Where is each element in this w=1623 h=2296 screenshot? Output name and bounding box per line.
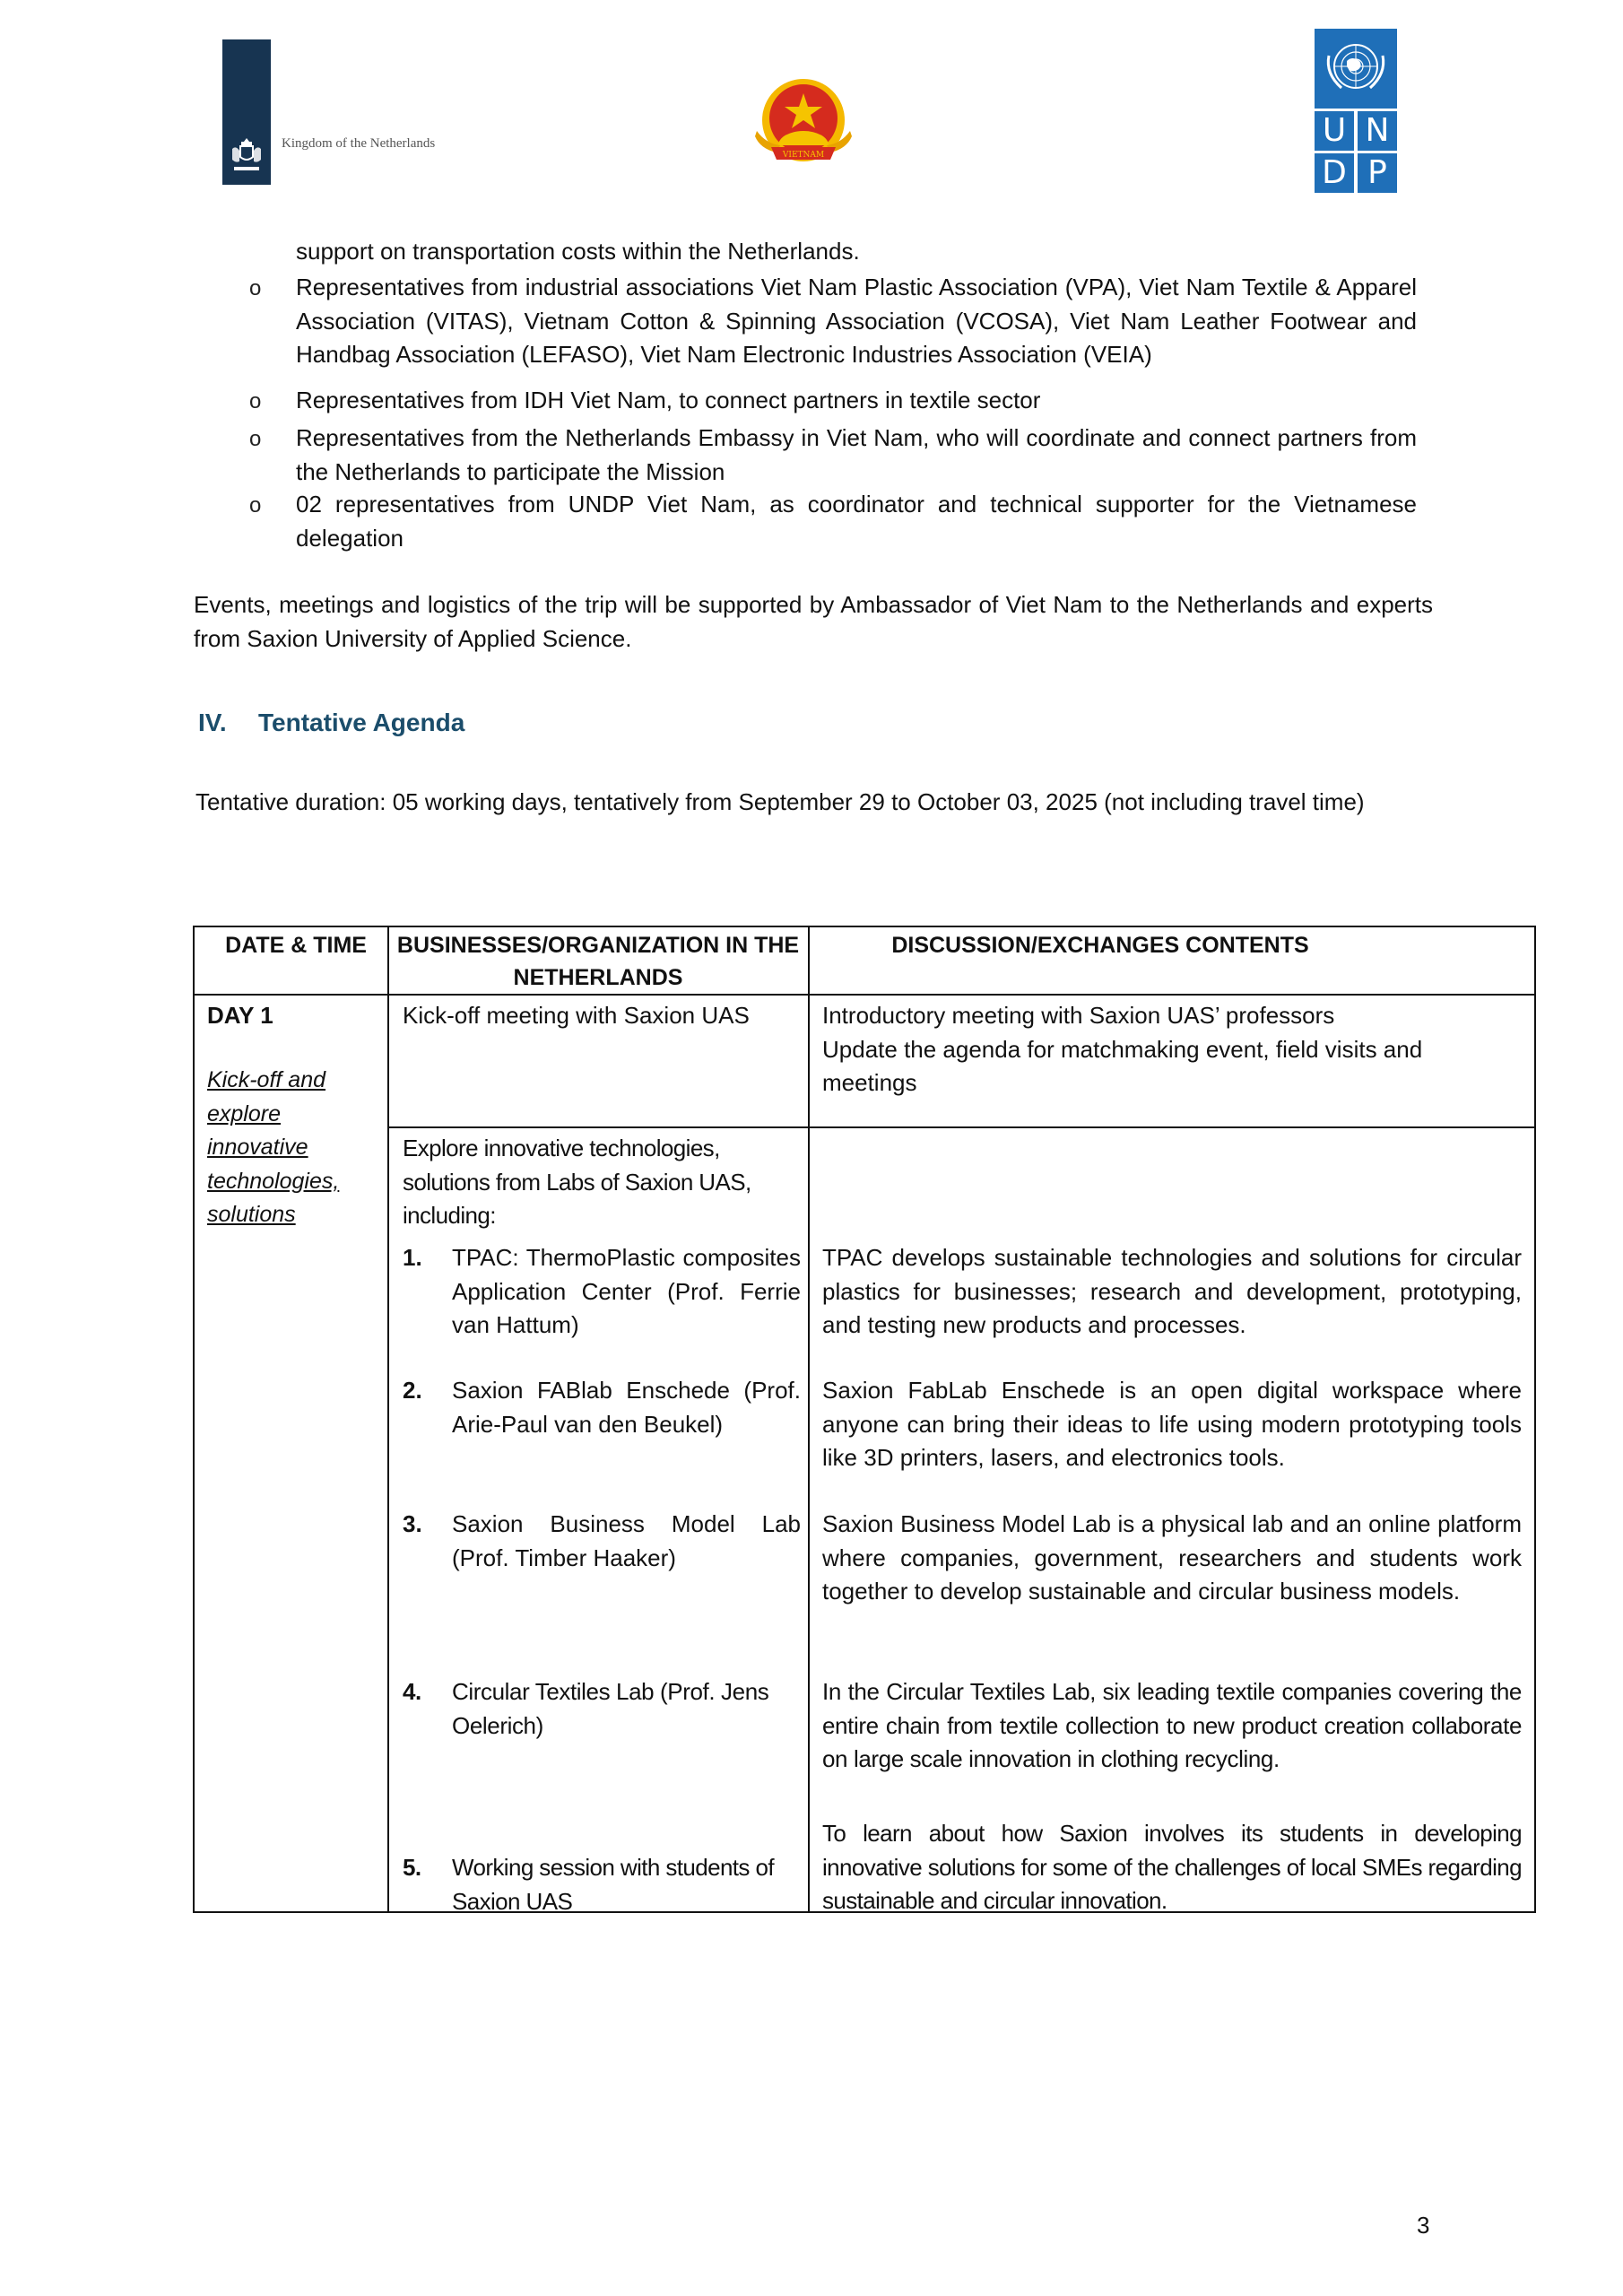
section-heading — [198, 709, 464, 737]
header-divider — [195, 994, 1534, 996]
section-title: Tentative Agenda — [258, 709, 465, 736]
lab-item-content: To learn about how Saxion involves its students in developing innovative solutions for some of the challenges of local SMEs regarding sustainable and circular innovation. — [822, 1820, 1522, 1914]
bullet-item: Representatives from IDH Viet Nam, to connect partners in textile sector — [296, 387, 1041, 413]
header-date-time: DATE & TIME — [225, 933, 367, 958]
lab-item — [403, 1241, 801, 1343]
section-number: IV. — [198, 709, 227, 736]
vietnam-emblem — [751, 75, 855, 174]
bullet-item: 02 representatives from UNDP Viet Nam, as coordinator and technical supporter for the Vietnamese delegation — [296, 491, 1417, 552]
un-globe-wreath-icon — [1315, 29, 1397, 109]
lab-item — [403, 1508, 801, 1575]
lab-item-number: 3. — [403, 1510, 422, 1537]
lab-item-organization: TPAC: ThermoPlastic composites Application Center (Prof. Ferrie van Hattum) — [452, 1244, 801, 1338]
bullet-marker: o — [249, 276, 262, 300]
lab-item-organization: Working session with students of Saxion UAS — [452, 1854, 774, 1915]
lab-item-organization: Saxion FABlab Enschede (Prof. Arie-Paul van den Beukel) — [452, 1377, 801, 1438]
lab-item-content: Saxion Business Model Lab is a physical lab and an online platform where companies, government, researchers and students work together to develop sustainable and circular business models. — [822, 1510, 1522, 1605]
column-divider — [808, 927, 810, 1911]
agenda-table — [193, 926, 1536, 1913]
bullet-marker: o — [249, 427, 262, 451]
events-paragraph: Events, meetings and logistics of the trip will be supported by Ambassador of Viet Nam to the Netherlands and experts from Saxion University of Applied Science. — [194, 591, 1433, 652]
day-label: DAY 1 — [207, 1002, 273, 1029]
explore-intro: Explore innovative technologies, solutions from Labs of Saxion UAS, including: — [403, 1135, 751, 1229]
bullet-marker: o — [249, 493, 262, 517]
netherlands-logo-text: Kingdom of the Netherlands — [282, 136, 436, 151]
lab-item — [403, 1675, 801, 1743]
lab-item — [403, 1374, 801, 1441]
netherlands-logo — [222, 39, 491, 187]
lab-item-number: 4. — [403, 1678, 421, 1705]
lab-item-content: In the Circular Textiles Lab, six leading textile companies covering the entire chain from textile collection to new product creation collaborate on large scale innovation in clothing recycling. — [822, 1678, 1522, 1772]
bullet-marker: o — [249, 389, 262, 413]
continuation-line: support on transportation costs within the Netherlands. — [296, 238, 860, 265]
undp-letter-p: P — [1358, 153, 1397, 193]
undp-letter-n: N — [1358, 111, 1397, 151]
kickoff-content — [822, 999, 1522, 1100]
column-divider — [387, 927, 389, 1911]
header-discussion: DISCUSSION/EXCHANGES CONTENTS — [891, 933, 1309, 958]
undp-logo — [1315, 29, 1397, 192]
un-emblem — [1315, 29, 1397, 109]
netherlands-logo-bar — [222, 39, 271, 185]
lab-item-content: Saxion FabLab Enschede is an open digital workspace where anyone can bring their ideas to life using modern prototyping tools like 3D printers, lasers, and electronics tools. — [822, 1377, 1522, 1471]
svg-text:VIETNAM: VIETNAM — [782, 151, 825, 160]
kickoff-content-line: Update the agenda for matchmaking event, field visits and meetings — [822, 1035, 1423, 1096]
kickoff-organization: Kick-off meeting with Saxion UAS — [403, 1002, 750, 1029]
lab-item-organization: Circular Textiles Lab (Prof. Jens Oelerich) — [452, 1678, 769, 1739]
kickoff-content-line: Introductory meeting with Saxion UAS’ professors — [822, 1002, 1335, 1029]
bullet-item: Representatives from the Netherlands Embassy in Viet Nam, who will coordinate and connect partners from the Netherlands to participate the Mission — [296, 424, 1417, 485]
lab-item — [403, 1851, 801, 1918]
lab-item-number: 1. — [403, 1244, 422, 1271]
lab-item-content: TPAC develops sustainable technologies and solutions for circular plastics for businesses; research and development, prototyping, and testing new products and processes. — [822, 1244, 1522, 1338]
royal-coat-of-arms-icon — [229, 136, 265, 176]
vietnam-emblem-icon — [751, 75, 855, 174]
lab-item-number: 5. — [403, 1854, 421, 1881]
undp-letter-d: D — [1315, 153, 1354, 193]
row-divider — [387, 1126, 1534, 1128]
undp-letter-u: U — [1315, 111, 1354, 151]
page-number: 3 — [1417, 2212, 1430, 2239]
bullet-item: Representatives from industrial associations Viet Nam Plastic Association (VPA), Viet Nam Textile & Apparel Association (VITAS), Vietnam Cotton & Spinning Association (VCOSA), Viet Nam Leather Footwear and Handbag Association (LEFASO), Viet Nam Electronic Industries Association (VEIA) — [296, 274, 1417, 368]
day-subtitle-link[interactable]: Kick-off and explore innovative technologies, solutions — [207, 1067, 340, 1227]
duration-text: Tentative duration: 05 working days, tentatively from September 29 to October 03, 2025 (not including travel time) — [195, 788, 1365, 815]
lab-item-organization: Saxion Business Model Lab (Prof. Timber Haaker) — [452, 1510, 801, 1571]
lab-item-number: 2. — [403, 1377, 422, 1404]
header-organization: BUSINESSES/ORGANIZATION IN THE NETHERLANDS — [396, 933, 800, 990]
